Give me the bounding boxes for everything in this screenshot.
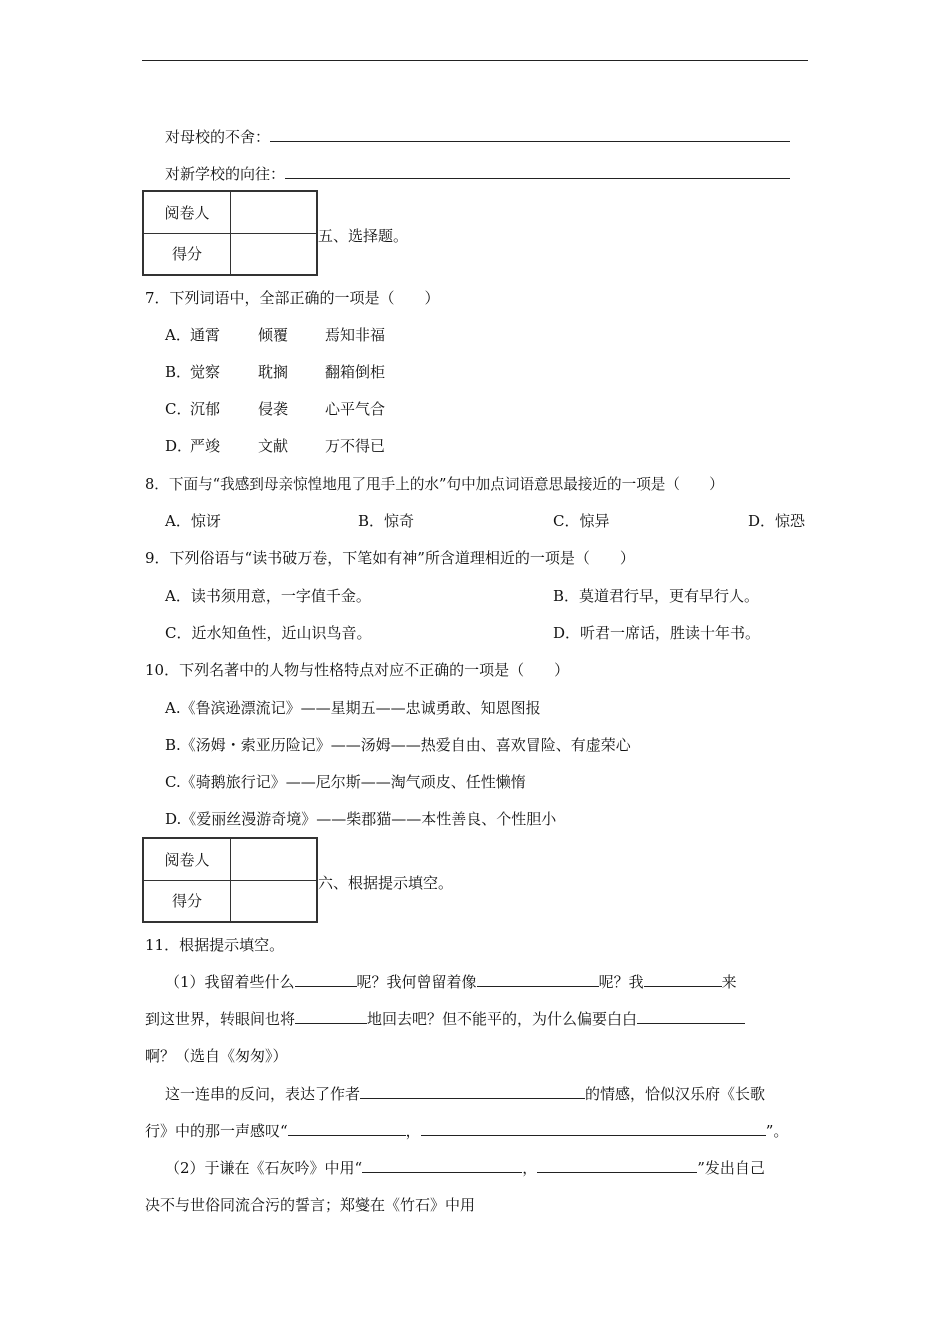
score-box-1 [142,190,318,276]
section6-title: 六、根据提示填空。 [318,874,454,892]
q10-option-a[interactable]: A.《鲁滨逊漂流记》——星期五——忠诚勇敢、知恩图报 [165,699,541,717]
q11-line-5: 行》中的那一声感叹“ ， ”。 [145,1122,789,1140]
q10-option-c[interactable]: C.《骑鹅旅行记》——尼尔斯——淘气顽皮、任性懒惰 [165,773,526,791]
q11-blank-8[interactable] [421,1121,766,1136]
section5-title: 五、选择题。 [318,227,409,245]
new-school-blank[interactable] [285,164,790,179]
q11-blank-9[interactable] [362,1158,522,1173]
new-school-label: 对新学校的向往： [165,165,286,183]
q9-stem: 9．下列俗语与“读书破万卷，下笔如有神”所含道理相近的一项是（ ） [145,549,635,567]
header-rule [142,60,808,61]
q11-blank-6[interactable] [360,1084,585,1099]
reader-label: 阅卷人 [144,839,231,881]
score-cell[interactable] [231,233,317,275]
score-label: 得分 [144,233,231,275]
q8-option-d[interactable]: D．惊恐 [748,512,806,530]
q9-option-a[interactable]: A．读书须用意，一字值千金。 [165,587,371,605]
old-school-label: 对母校的不舍： [165,128,271,146]
reader-cell[interactable] [231,839,317,881]
q11-line-6: （2）于谦在《石灰吟》中用“ ， ”发出自己 [165,1159,765,1177]
q11-blank-7[interactable] [288,1121,406,1136]
old-school-line [165,126,790,147]
q8-option-c[interactable]: C．惊异 [553,512,610,530]
reader-label: 阅卷人 [144,192,231,234]
reader-cell[interactable] [231,192,317,234]
q11-blank-10[interactable] [537,1158,697,1173]
q11-line-4: 这一连串的反问，表达了作者 的情感，恰似汉乐府《长歌 [165,1085,766,1103]
q8-stem: 8．下面与“我感到母亲惊惶地甩了甩手上的水”句中加点词语意思最接近的一项是（ ） [145,476,724,493]
q11-blank-4[interactable] [295,1009,367,1024]
old-school-blank[interactable] [270,127,790,142]
q10-stem: 10．下列名著中的人物与性格特点对应不正确的一项是（ ） [145,661,570,679]
q8-option-b[interactable]: B．惊奇 [358,512,415,530]
q11-line-2: 到这世界，转眼间也将 地回去吧？但不能平的，为什么偏要白白 [145,1008,745,1029]
q7-stem: 7．下列词语中，全部正确的一项是（ ） [145,289,440,307]
new-school-line [165,163,790,184]
score-label: 得分 [144,880,231,922]
q10-option-d[interactable]: D.《爱丽丝漫游奇境》——柴郡猫——本性善良、个性胆小 [165,810,557,828]
q9-option-b[interactable]: B．莫道君行早，更有早行人。 [553,587,760,605]
q9-option-c[interactable]: C．近水知鱼性，近山识鸟音。 [165,624,372,642]
q11-stem: 11．根据提示填空。 [145,936,285,954]
q11-blank-3[interactable] [644,972,722,987]
q11-blank-1[interactable] [295,972,357,987]
q10-option-b[interactable]: B.《汤姆・索亚历险记》——汤姆——热爱自由、喜欢冒险、有虚荣心 [165,736,631,754]
q11-blank-5[interactable] [637,1009,745,1024]
score-box-2 [142,837,318,923]
q11-line-3: 啊？（选自《匆匆》） [145,1047,288,1065]
q9-option-d[interactable]: D．听君一席话，胜读十年书。 [553,624,761,642]
q11-line-1: （1）我留着些什么 呢？我何曾留着像 呢？我 来 [165,973,737,991]
q8-option-a[interactable]: A．惊讶 [165,512,221,530]
q11-blank-2[interactable] [477,972,599,987]
score-cell[interactable] [231,880,317,922]
q11-line-7: 决不与世俗同流合污的誓言；郑燮在《竹石》中用 [145,1196,476,1214]
